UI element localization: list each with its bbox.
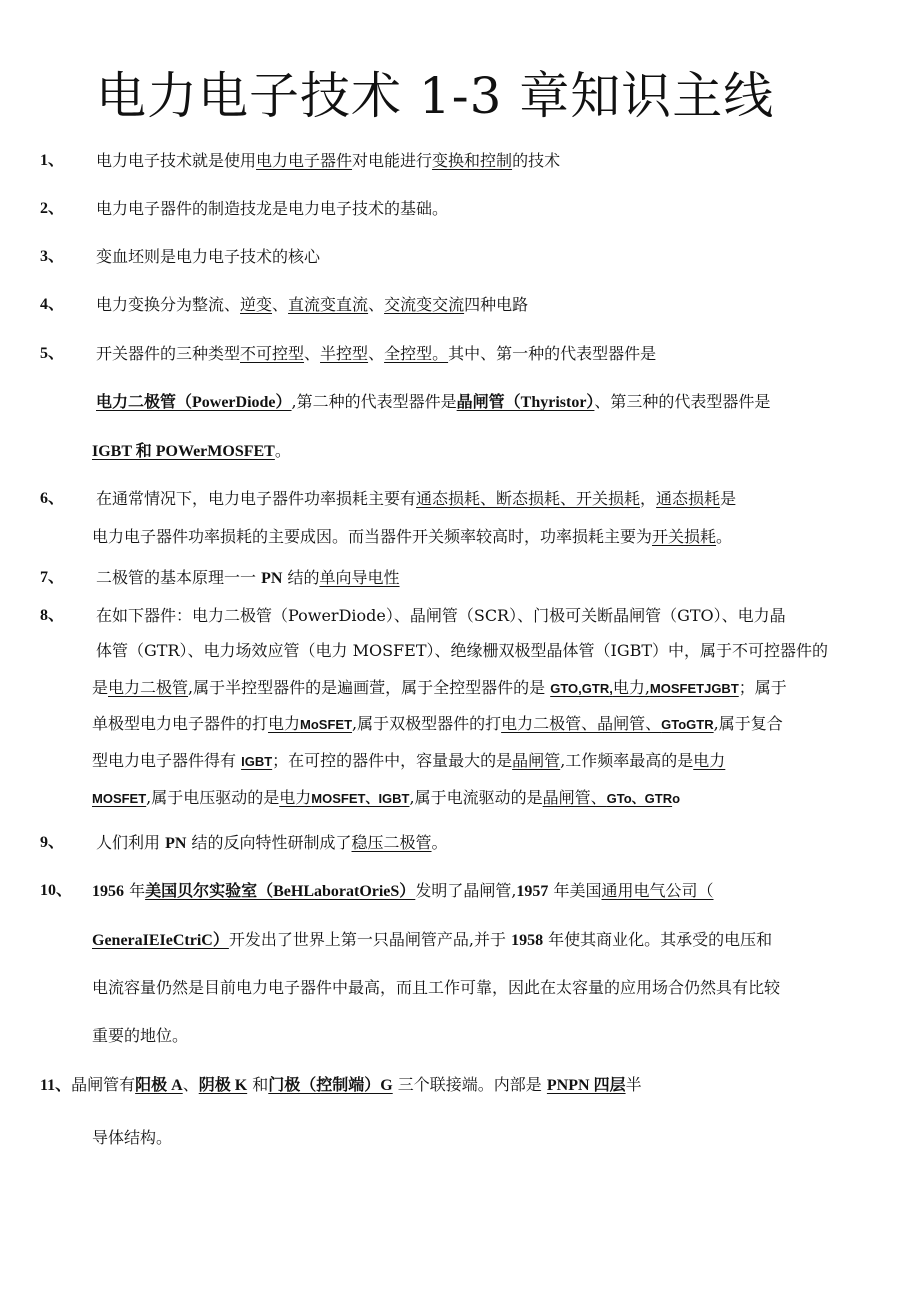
text: 的技术 [512,151,561,170]
text: 导体结构。 [92,1128,173,1147]
text: 半 [625,1075,642,1094]
text: 、 [368,295,385,314]
text: ,属于电流驱动的是 [409,788,543,807]
text: 体管（GTR）、电力场效应管（电力 MOSFET）、绝缘栅双极型晶体管（IGBT）中，属于不可控器件的 [96,641,829,660]
underlined-term: 直流变直流 [288,295,369,314]
text: 和 [247,1075,269,1094]
underlined-term: MOSFET、IGBT [311,791,410,806]
text: 、 [368,344,385,363]
text: ；在可控的器件中，容量最大的是 [272,751,513,770]
item-number: 9、 [40,834,65,851]
item-10-line-1 [92,879,714,904]
text: ， [640,489,657,508]
text: 晶闸管有 [71,1075,136,1094]
item-number: 8、 [40,607,65,624]
text: 1958 [511,932,544,949]
underlined-term: 晶闸管 [512,751,561,770]
underlined-term: 开关损耗 [652,527,717,546]
text: 其中、第一种的代表型器件是 [448,344,657,363]
text: 结的 [282,568,320,587]
text: 结的反向特性研制成了 [186,833,352,852]
text: 二极管的基本原理一一 [96,568,262,587]
text: 。 [274,441,291,460]
item-11-line-1 [40,1073,642,1098]
underlined-term: 电力, [612,678,650,697]
text: 电力电子技术就是使用 [96,151,257,170]
underlined-term: 通用电气公司（ [601,881,714,900]
text: PN [261,570,283,587]
text: 、 [272,295,289,314]
underlined-term: 电力 [693,751,726,770]
item-8-line-6 [92,786,680,811]
underlined-term: 晶闸管（Thyristor） [456,394,595,411]
text: 。 [431,833,448,852]
text: 开发出了世界上第一只晶闸管产品,并于 [228,930,512,949]
underlined-term: 美国贝尔实验室（BeHLaboratOrieS） [145,883,416,900]
underlined-term: 阳极 A [135,1077,183,1094]
underlined-term: 变换和控制 [432,151,513,170]
text: 年美国 [548,881,602,900]
text: 对电能进行 [352,151,433,170]
text: 、 [182,1075,199,1094]
text: ,工作频率最高的是 [560,751,694,770]
item-2-line-1 [96,197,448,221]
underlined-term: 通态损耗、断态损耗、开关损耗 [416,489,641,508]
item-8-line-5 [92,749,725,774]
underlined-term: 稳压二极管 [351,833,432,852]
page-title: 电力电子技术 1-3 章知识主线 [96,67,775,125]
underlined-term: 逆变 [240,295,273,314]
item-9-line-1 [96,831,448,856]
underlined-term: 电力二极管（PowerDiode） [96,394,292,411]
underlined-term: 电力 [268,714,301,733]
text: ,属于电压驱动的是 [146,788,280,807]
item-number: 11、 [40,1077,72,1094]
underlined-term: 单向导电性 [319,568,400,587]
underlined-term: MoSFET [300,717,353,732]
item-11-line-2 [92,1126,172,1150]
text: ,属于双极型器件的打 [352,714,502,733]
underlined-term: GTo、GTR [606,791,673,806]
item-3-line-1 [96,245,320,269]
underlined-term: MOSFET [92,791,147,806]
item-number: 1、 [40,152,65,169]
item-5-line-2 [96,390,770,415]
item-6-line-1 [96,487,736,511]
text: 开关器件的三种类型 [96,344,241,363]
item-10-line-3 [92,976,780,1000]
item-8-line-1 [96,604,786,628]
item-7-line-1 [96,566,400,591]
underlined-term: PNPN 四层 [546,1077,626,1094]
text: 年使其商业化。其承受的电压和 [543,930,773,949]
item-8-line-4 [92,712,783,737]
underlined-term: 电力二极管、晶闸管、 [501,714,662,733]
item-10-line-4 [92,1024,188,1048]
text: 变血坯则是电力电子技术的核心 [96,247,321,266]
item-5-line-3 [92,439,291,464]
underlined-term: 电力 [279,788,312,807]
text: 重要的地位。 [92,1026,189,1045]
underlined-term: 电力二极管 [108,678,189,697]
underlined-term: 电力电子器件 [256,151,353,170]
item-number: 4、 [40,296,65,313]
text: 人们利用 [96,833,166,852]
underlined-term: IGBT 和 POWerMOSFET [92,443,275,460]
text: 三个联接端。内部是 [392,1075,547,1094]
text: 单极型电力电子器件的打 [92,714,269,733]
text: o [672,791,681,806]
text: 、 [304,344,321,363]
underlined-term: GeneraIEIeCtriC） [92,932,229,949]
underlined-term: 交流变交流 [384,295,465,314]
underlined-term: 通态损耗 [656,489,721,508]
item-number: 6、 [40,490,65,507]
text: 型电力电子器件得有 [92,751,242,770]
text: 1957 [516,883,549,900]
item-number: 3、 [40,248,65,265]
item-6-line-2 [92,525,732,549]
underlined-term: 不可控型 [240,344,305,363]
item-4-line-1 [96,293,528,317]
item-1-line-1 [96,149,560,173]
item-number: 7、 [40,569,65,586]
item-number: 2、 [40,200,65,217]
underlined-term: 阴极 K [198,1077,248,1094]
underlined-term: 半控型 [320,344,369,363]
text: 、第三种的代表型器件是 [594,392,771,411]
text: ,第二种的代表型器件是 [291,392,457,411]
text: 是 [720,489,737,508]
text: 是 [92,678,109,697]
text: PN [165,835,187,852]
underlined-term: 门极（控制端）G [268,1077,393,1094]
underlined-term: IGBT [241,754,273,769]
text: 年 [124,881,146,900]
item-8-line-3 [92,676,787,701]
underlined-term: GTO,GTR, [550,681,613,696]
text: ,属于复合 [713,714,783,733]
item-8-line-2 [96,639,828,663]
item-number: 5、 [40,345,65,362]
text: 1956 [92,883,124,900]
text: 电流容量仍然是目前电力电子器件中最高，而且工作可靠，因此在太容量的应用场合仍然具有比较 [92,978,781,997]
text: 在如下器件：电力二极管（PowerDiode）、晶闸管（SCR）、门极可关断晶闸管（GTO）、电力晶 [96,606,786,625]
text: ,属于半控型器件的是遍画萱，属于全控型器件的是 [188,678,551,697]
underlined-term: 全控型。 [384,344,449,363]
text: 四种电路 [464,295,529,314]
text: 。 [716,527,733,546]
item-5-line-1 [96,342,656,366]
underlined-term: GToGTR [661,717,714,732]
underlined-term: 晶闸管、 [542,788,607,807]
underlined-term: MOSFETJGBT [649,681,739,696]
item-number: 10、 [40,882,73,899]
text: ；属于 [738,678,787,697]
text: 电力电子器件的制造技龙是电力电子技术的基础。 [96,199,449,218]
text: 电力电子器件功率损耗的主要成因。而当器件开关频率较高时，功率损耗主要为 [92,527,653,546]
text: 在通常情况下，电力电子器件功率损耗主要有 [96,489,417,508]
text: 发明了晶闸管, [415,881,517,900]
item-10-line-2 [92,928,772,953]
text: 电力变换分为整流、 [96,295,241,314]
